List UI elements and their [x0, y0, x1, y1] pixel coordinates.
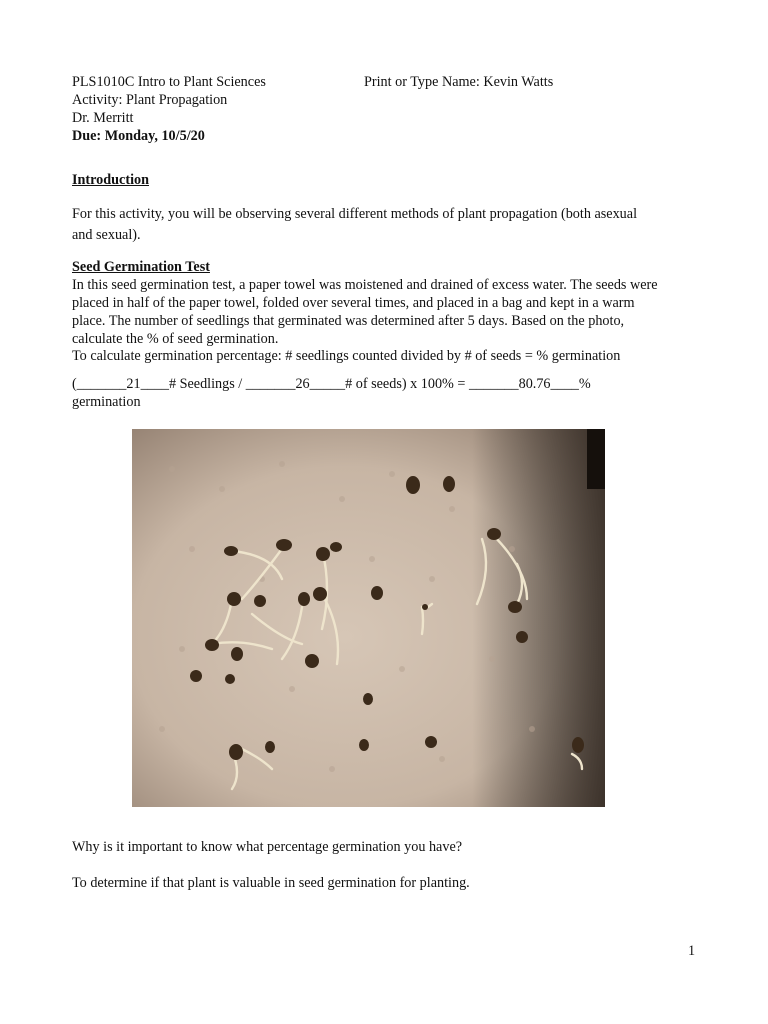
seedlings-on-towel-image: [132, 429, 605, 807]
formula-line: To calculate germination percentage: # seedlings counted divided by # of seeds = % germination: [72, 348, 621, 364]
seedlings-photo: [132, 429, 605, 807]
calculation-line: (_______21____# Seedlings / _______26_____# of seeds) x 100% = _______80.76____%: [72, 376, 591, 392]
answer-text: To determine if that plant is valuable in seed germination for planting.: [72, 875, 470, 891]
intro-line-2: and sexual).: [72, 227, 141, 243]
intro-line-1: For this activity, you will be observing several different methods of plant propagation (both asexual: [72, 206, 638, 222]
instructor-name: Dr. Merritt: [72, 110, 134, 126]
student-name-line: Print or Type Name: Kevin Watts: [364, 74, 554, 90]
question-text: Why is it important to know what percentage germination you have?: [72, 839, 463, 855]
due-date: Due: Monday, 10/5/20: [72, 128, 205, 144]
calculation-line-cont: germination: [72, 394, 141, 410]
page-number: 1: [688, 943, 696, 959]
introduction-heading: Introduction: [72, 172, 149, 188]
course-title: PLS1010C Intro to Plant Sciences: [72, 74, 266, 90]
germination-line-2: placed in half of the paper towel, folded over several times, and placed in a bag and kept in a warm: [72, 295, 635, 311]
germination-line-3: place. The number of seedlings that germinated was determined after 5 days. Based on the photo,: [72, 313, 625, 329]
germination-line-4: calculate the % of seed germination.: [72, 331, 279, 347]
germination-heading: Seed Germination Test: [72, 259, 210, 275]
germination-line-1: In this seed germination test, a paper towel was moistened and drained of excess water. The seeds were: [72, 277, 658, 293]
activity-title: Activity: Plant Propagation: [72, 92, 228, 108]
